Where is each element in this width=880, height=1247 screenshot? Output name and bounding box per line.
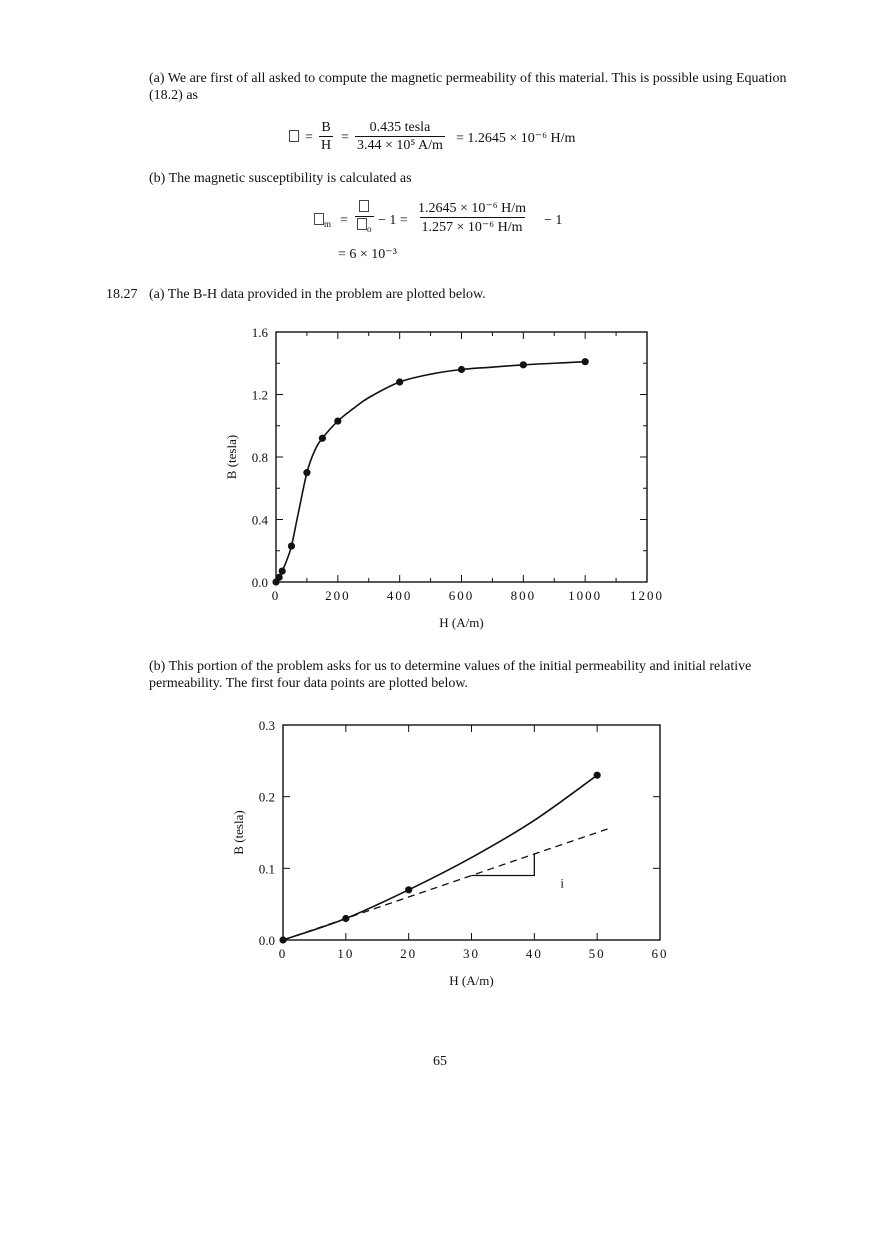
data-point (396, 378, 403, 385)
part-a-intro: (a) We are first of all asked to compute the magnetic permeability of this material. This is possible using Equation (18.2) as (149, 71, 787, 103)
eq1-frac2-num: 0.435 tesla (369, 120, 431, 135)
x-tick-label: 60 (651, 946, 669, 961)
chi-symbol-icon (314, 213, 324, 225)
data-point (458, 366, 465, 373)
fit-curve (283, 775, 597, 940)
x-tick-label: 0 (271, 588, 281, 603)
problem-part-a-text: (a) The B-H data provided in the problem are plotted below. (149, 287, 486, 302)
eq2-fraction-values (416, 200, 528, 236)
data-point (334, 417, 341, 424)
y-tick-label: 1.2 (251, 387, 268, 403)
eq1-fraction-values (355, 120, 445, 154)
y-tick-label: 0.8 (251, 450, 268, 465)
eq1-frac1-den: H (321, 138, 332, 153)
eq1-frac2-den: 3.44 × 10⁵ A/m (357, 138, 443, 153)
eq2-frac2-num: 1.2645 × 10⁻⁶ H/m (418, 201, 527, 216)
annotation-label: i (560, 875, 564, 891)
problem-part-b-text: (b) This portion of the problem asks for us to determine values of the initial permeability and initial relative permeability. The first four data points are plotted below. (149, 659, 752, 691)
problem-number: 18.27 (106, 287, 138, 302)
data-point (279, 936, 286, 943)
chart-bh-initial (200, 712, 680, 1002)
page-number: 65 (433, 1054, 447, 1069)
eq2-minus-one-end: − 1 (544, 213, 563, 228)
eq1-equals-2: = (341, 130, 349, 145)
y-axis-label: B (tesla) (231, 810, 246, 855)
eq1-fraction-b-over-h (319, 120, 333, 154)
x-tick-label: 30 (463, 946, 480, 961)
x-axis-label: H (A/m) (449, 973, 494, 988)
data-point (582, 358, 589, 365)
equation-permeability (289, 120, 629, 160)
eq1-result: = 1.2645 × 10⁻⁶ H/m (456, 131, 576, 146)
data-point (288, 542, 295, 549)
data-point (594, 772, 601, 779)
y-tick-label: 1.6 (251, 325, 268, 340)
x-tick-label: 1000 (568, 588, 603, 603)
eq2-frac2-den: 1.257 × 10⁻⁶ H/m (420, 217, 525, 236)
x-tick-label: 40 (525, 946, 543, 961)
x-tick-label: 200 (325, 588, 351, 603)
mu-symbol-icon (359, 200, 369, 212)
y-tick-label: 0.1 (258, 861, 275, 877)
y-axis-label: B (tesla) (224, 434, 239, 480)
x-tick-label: 800 (510, 588, 537, 603)
data-point (342, 915, 349, 922)
eq1-frac1-num: B (321, 120, 331, 135)
data-point (319, 435, 326, 442)
eq2-equals: = (340, 213, 348, 228)
eq2-lhs-subscript: m (324, 219, 332, 229)
data-point (303, 469, 310, 476)
y-tick-label: 0.2 (258, 789, 275, 805)
data-point (405, 886, 412, 893)
mu-symbol-icon (289, 130, 299, 142)
y-tick-label: 0.0 (251, 575, 268, 590)
y-tick-label: 0.0 (258, 933, 275, 948)
y-tick-label: 0.3 (258, 718, 275, 733)
eq2-mu0-subscript: o (367, 224, 372, 234)
x-tick-label: 1200 (630, 588, 664, 603)
equation-susceptibility (314, 200, 634, 270)
x-tick-label: 0 (278, 946, 288, 961)
eq1-equals: = (305, 130, 313, 145)
eq2-minus-one: − 1 = (378, 213, 408, 228)
part-b-intro: (b) The magnetic susceptibility is calculated as (149, 171, 412, 186)
x-tick-label: 400 (386, 588, 413, 603)
x-tick-label: 50 (588, 946, 606, 961)
eq2-result: = 6 × 10⁻³ (338, 247, 397, 262)
x-tick-label: 600 (448, 588, 475, 603)
x-axis-label: H (A/m) (439, 615, 484, 630)
y-tick-label: 0.4 (251, 512, 268, 528)
eq2-fraction-mu-over-mu0 (355, 200, 374, 234)
plot-frame (283, 725, 660, 940)
fit-curve (276, 362, 585, 582)
x-tick-label: 10 (337, 946, 355, 961)
x-tick-label: 20 (400, 946, 418, 961)
mu-symbol-icon (357, 218, 367, 230)
data-point (279, 567, 286, 574)
chart-bh-full (200, 318, 680, 638)
data-point (275, 574, 282, 581)
data-point (520, 361, 527, 368)
